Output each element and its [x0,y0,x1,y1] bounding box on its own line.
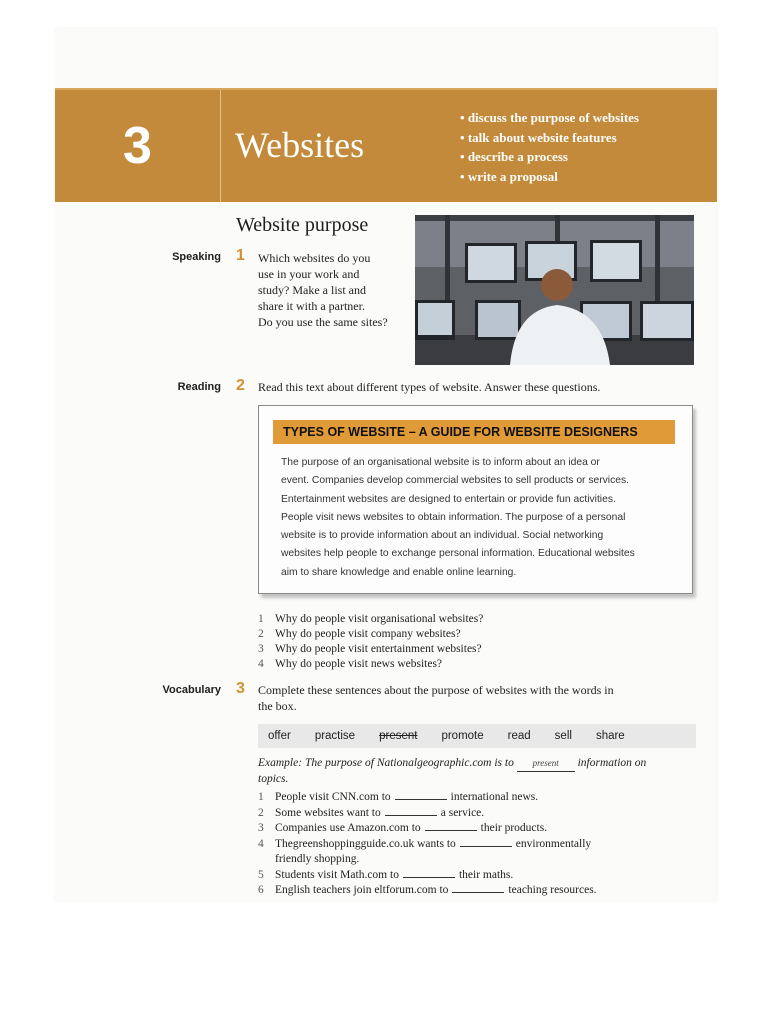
reading-box-body: The purpose of an organisational website is to inform about an idea or event. Companies develop commercial websites to sell products or services. Entertainment websites are designed to entertain or provide fun activities. People visit news websites to obtain information. The purpose of a personal website is to provide information about an individual. Social networking websites help people to exchange personal information. Educational websites aim to share knowledge and enable online learning. [281,457,635,578]
reading-box-title: TYPES OF WEBSITE – A GUIDE FOR WEBSITE DESIGNERS [273,420,675,444]
objective-item: • talk about website features [460,128,639,148]
word-item: share [595,730,625,742]
answer-blank[interactable] [385,814,437,816]
objective-item: • write a proposal [460,167,639,187]
reading-label: Reading [177,381,221,393]
list-item: 5 Students visit Math.com to their maths. [258,868,514,881]
vocabulary-sentences [258,790,688,899]
unit-objectives [460,108,639,186]
speaking-text: Which websites do you use in your work and study? Make a list and share it with a partner. Do you use the same sites? [258,251,388,329]
word-box [258,724,696,748]
list-item: 4 Thegreenshoppingguide.co.uk wants to environmentally friendly shopping. [258,837,592,865]
exercise-number: 1 [236,247,245,264]
reading-instruction: Read this text about different types of website. Answer these questions. [258,380,601,394]
speaking-label: Speaking [172,251,221,263]
list-item: 1 People visit CNN.com to international news. [258,791,539,803]
word-item: practise [314,730,356,742]
list-item: 3 Companies use Amazon.com to their products. [258,822,548,834]
reading-questions [258,612,483,672]
objective-item: • discuss the purpose of websites [460,108,639,128]
word-item: offer [268,730,291,742]
example-sentence: Example: The purpose of Nationalgeographic.com is to present information on topics. [258,757,647,785]
answer-blank[interactable] [395,798,447,800]
objective-item: • describe a process [460,147,639,167]
answer-blank[interactable] [460,845,512,847]
list-item: 6 English teachers join eltforum.com to teaching resources. [258,884,597,896]
reading-text-box [258,405,693,594]
section-title: Website purpose [236,214,369,236]
word-item: promote [441,730,484,742]
word-item: read [507,730,531,742]
answer-blank[interactable] [403,876,455,878]
word-item: sell [554,730,572,742]
unit-title: Websites [235,125,365,165]
example-answer: present [517,756,575,772]
unit-number: 3 [123,117,152,175]
vocabulary-label: Vocabulary [162,684,221,696]
vocabulary-instruction: Complete these sentences about the purpose of websites with the words in the box. [258,683,614,713]
unit-banner [55,88,717,202]
answer-blank[interactable] [425,829,477,831]
list-item: 1 Why do people visit organisational websites? [258,613,484,625]
list-item: 4 Why do people visit news websites? [258,658,443,670]
list-item: 3 Why do people visit entertainment websites? [258,643,482,655]
answer-blank[interactable] [452,891,504,893]
office-monitors-photo [415,215,694,365]
list-item: 2 Why do people visit company websites? [258,628,461,640]
exercise-number: 2 [236,377,245,394]
list-item: 2 Some websites want to a service. [258,806,485,819]
word-item-struck: present [379,730,418,742]
banner-divider [220,90,221,202]
exercise-number: 3 [236,680,245,697]
